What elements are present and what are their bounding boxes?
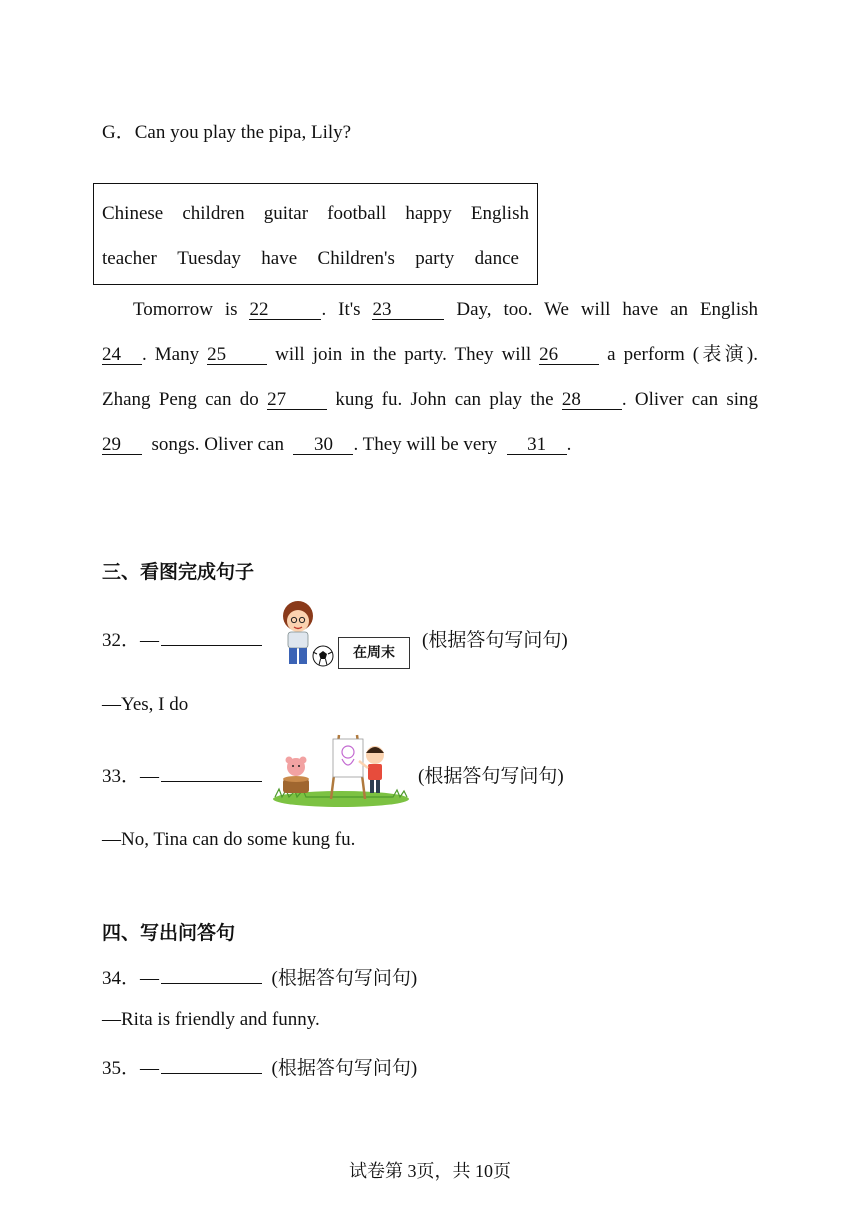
blank-24[interactable]: 24 xyxy=(102,346,142,365)
girl-painting-image xyxy=(273,733,409,807)
blank-22[interactable]: 22 xyxy=(249,301,321,320)
blank-27[interactable]: 27 xyxy=(267,391,327,410)
word-bank-word: Chinese xyxy=(102,203,164,224)
word-bank-word: Tuesday xyxy=(177,248,241,269)
blank-23[interactable]: 23 xyxy=(372,301,444,320)
word-bank-word: party xyxy=(415,248,455,269)
passage-line-1: Tomorrow is 22 . It's 23 Day, too. We will have an English xyxy=(133,299,758,320)
part-g-label: G．Can you play the pipa, Lily? xyxy=(102,122,352,143)
passage-line-2: 24 . Many 25 will join in the party. They will 26 a perform (表演). xyxy=(102,344,758,365)
answer-blank-34[interactable] xyxy=(161,966,262,984)
question-number: 34．— xyxy=(102,968,160,989)
word-bank-box xyxy=(93,183,538,285)
question-number: 32．— xyxy=(102,630,160,651)
section-3-title: 三、看图完成句子 xyxy=(102,561,255,583)
answer-34: —Rita is friendly and funny. xyxy=(102,1009,320,1030)
word-bank-word: guitar xyxy=(263,203,309,224)
hint-32: (根据答句写问句) xyxy=(422,630,568,651)
question-32 xyxy=(102,625,262,652)
section-4-title: 四、写出问答句 xyxy=(102,922,236,944)
boy-with-football-image xyxy=(273,600,335,670)
blank-29[interactable]: 29 xyxy=(102,436,142,455)
answer-blank-32[interactable] xyxy=(161,628,262,646)
cloze-passage xyxy=(102,287,758,467)
word-bank-word: Children's xyxy=(317,248,395,269)
question-34 xyxy=(102,963,417,990)
blank-31[interactable]: 31 xyxy=(507,436,567,455)
hint-33: (根据答句写问句) xyxy=(418,766,564,787)
answer-blank-33[interactable] xyxy=(161,764,262,782)
word-bank-row-2 xyxy=(102,248,519,270)
question-number: 33．— xyxy=(102,766,160,787)
word-bank-word: children xyxy=(182,203,245,224)
question-35 xyxy=(102,1053,417,1080)
word-bank-row-1 xyxy=(102,203,529,225)
question-number: 35．— xyxy=(102,1058,160,1079)
word-bank-word: happy xyxy=(405,203,452,224)
answer-33: —No, Tina can do some kung fu. xyxy=(102,829,356,850)
word-bank-word: teacher xyxy=(102,248,157,269)
word-bank-word: football xyxy=(327,203,387,224)
passage-line-4: 29 songs. Oliver can 30 . They will be very 31 . xyxy=(102,434,572,455)
word-bank-word: English xyxy=(470,203,529,224)
answer-blank-35[interactable] xyxy=(161,1056,262,1074)
question-33 xyxy=(102,761,262,788)
blank-30[interactable]: 30 xyxy=(293,436,353,455)
blank-28[interactable]: 28 xyxy=(562,391,622,410)
page-footer: 试卷第 3页，共 10页 xyxy=(349,1161,511,1181)
hint-35: (根据答句写问句) xyxy=(271,1058,418,1079)
hint-34: (根据答句写问句) xyxy=(271,968,418,989)
word-bank-word: dance xyxy=(474,248,519,269)
passage-line-3: Zhang Peng can do 27 kung fu. John can play the 28 . Oliver can sing xyxy=(102,389,758,410)
weekend-sign: 在周末 xyxy=(338,637,410,669)
blank-26[interactable]: 26 xyxy=(539,346,599,365)
answer-32: —Yes, I do xyxy=(102,694,189,715)
blank-25[interactable]: 25 xyxy=(207,346,267,365)
word-bank-word: have xyxy=(261,248,298,269)
